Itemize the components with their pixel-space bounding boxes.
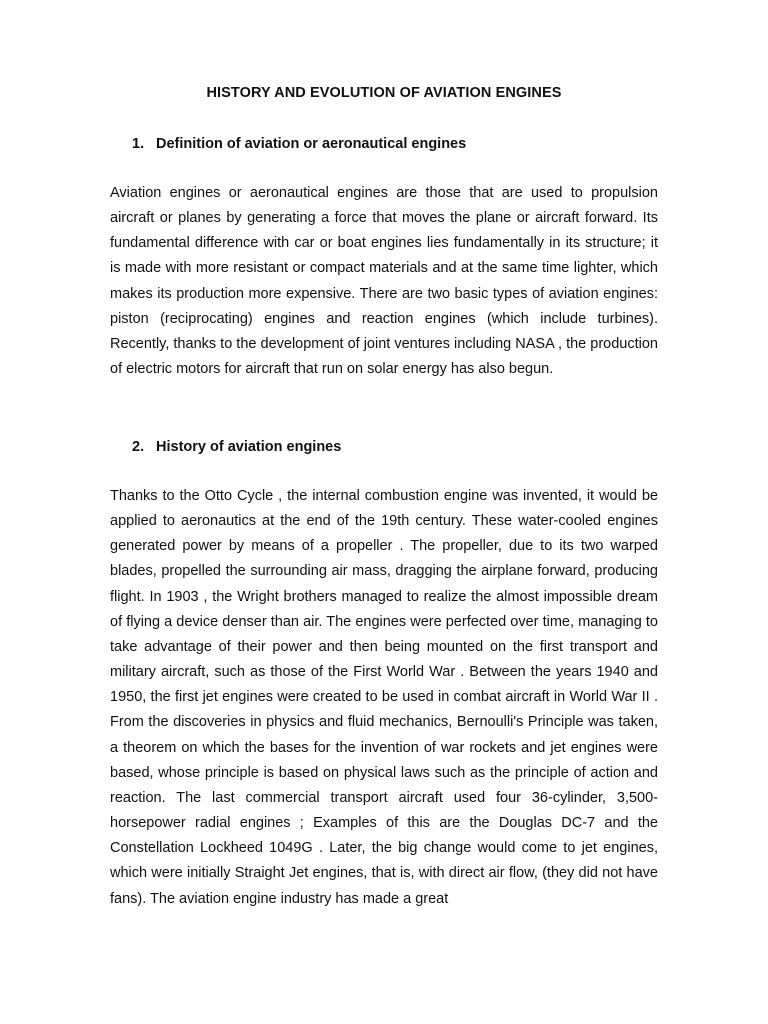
section-heading-definition [132, 136, 466, 152]
section-title: History of aviation engines [156, 439, 342, 455]
document-title: HISTORY AND EVOLUTION OF AVIATION ENGINES [206, 85, 562, 101]
section-title: Definition of aviation or aeronautical engines [156, 136, 467, 152]
section-body-definition: Aviation engines or aeronautical engines are those that are used to propulsion aircraft or planes by generating a force that moves the plane or aircraft forward. Its fundamental difference with car or boat engines lies fundamentally in its structure; it is made with more resistant or compact materials and at the same time lighter, which makes its production more expensive. There are two basic types of aviation engines: piston (reciprocating) engines and reaction engines (which include turbines). Recently, thanks to the development of joint ventures including NASA , the production of electric motors for aircraft that run on solar energy has also begun. [110, 185, 658, 378]
section-heading-history [132, 439, 341, 455]
section-body-history: Thanks to the Otto Cycle , the internal combustion engine was invented, it would be applied to aeronautics at the end of the 19th century. These water-cooled engines generated power by means of a propeller . The propeller, due to its two warped blades, propelled the surrounding air mass, dragging the airplane forward, producing flight. In 1903 , the Wright brothers managed to realize the almost impossible dream of flying a device denser than air. The engines were perfected over time, managing to take advantage of their power and then being mounted on the first transport and military aircraft, such as those of the First World War . Between the years 1940 and 1950, the first jet engines were created to be used in combat aircraft in World War II . From the discoveries in physics and fluid mechanics, Bernoulli's Principle was taken, a theorem on which the bases for the invention of war rockets and jet engines were based, whose principle is based on physical laws such as the principle of action and reaction. The last commercial transport aircraft used four 36-cylinder, 3,500-horsepower radial engines ; Examples of this are the Douglas DC-7 and the Constellation Lockheed 1049G . Later, the big change would come to jet engines, which were initially Straight Jet engines, that is, with direct air flow, (they did not have fans). The aviation engine industry has made a great [110, 488, 658, 907]
section-number: 1. [132, 136, 145, 152]
section-number: 2. [132, 439, 145, 455]
